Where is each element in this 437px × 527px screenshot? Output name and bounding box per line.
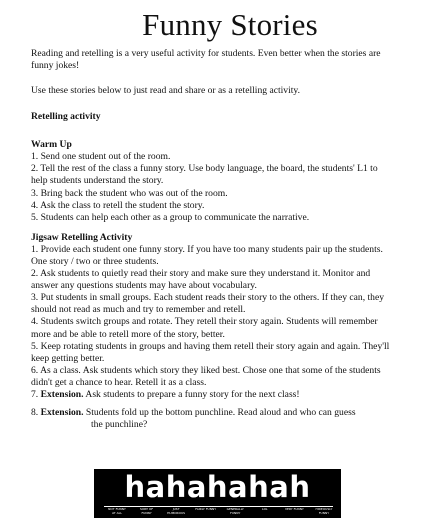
intro-paragraph	[31, 48, 429, 72]
list-item: One story / two or three students.	[31, 255, 159, 267]
list-item: keep getting better.	[31, 352, 105, 364]
list-item: 5. Students can help each other as a group to communicate the narrative.	[31, 211, 310, 223]
list-item: answer any questions students may have about vocabulary.	[31, 280, 257, 292]
list-item: 3. Bring back the student who was out of the room.	[31, 187, 228, 199]
extension-text: Students fold up the bottom punchline. Read aloud and who can guess	[83, 407, 356, 419]
list-item: 5. Keep rotating students in groups and having them retell their story again and again. They'll	[31, 340, 390, 352]
usage-paragraph: Use these stories below to just read and share or as a retelling activity.	[31, 85, 300, 97]
funniness-scale	[106, 508, 335, 515]
list-item: 6. As a class. Ask students which story they liked best. Chose one that some of the students	[31, 364, 381, 376]
warm-up-heading: Warm Up	[31, 139, 72, 151]
list-item: 3. Put students in small groups. Each student reads their story to the others. If they can, they	[31, 292, 385, 304]
scale-label: SORT OF FUNNY	[140, 507, 154, 515]
scale-label: FAIRLY FUNNY	[195, 507, 217, 511]
scale-label: JUST HUMOROUS	[167, 507, 186, 515]
list-item: 1. Send one student out of the room.	[31, 151, 171, 163]
list-item: more and be able to retell more of the story, better.	[31, 328, 225, 340]
warm-up-list	[31, 151, 429, 224]
extension-text: Ask students to prepare a funny story for the next class!	[83, 388, 300, 400]
intro-line: Reading and retelling is a very useful activity for students. Even better when the stories are	[31, 48, 381, 59]
list-item: 4. Ask the class to retell the student the story.	[31, 199, 205, 211]
list-item: should not read as much and try to remember and retell.	[31, 304, 246, 316]
item-number: 8.	[31, 407, 39, 419]
page-title: Funny Stories	[142, 7, 318, 42]
retelling-heading: Retelling activity	[31, 111, 101, 123]
list-item: 1. Provide each student one funny story. If you have too many students pair up the students.	[31, 243, 383, 255]
banner-word: hahahahah	[124, 470, 311, 504]
intro-line: funny jokes!	[31, 60, 80, 72]
jigsaw-heading: Jigsaw Retelling Activity	[31, 231, 133, 243]
extension-label: Extension.	[40, 407, 84, 419]
list-item: 4. Students switch groups and rotate. They retell their story again. Students will remember	[31, 316, 378, 328]
item-number: 7.	[31, 388, 39, 400]
hahahahah-banner-image	[94, 469, 341, 518]
extension-label: Extension.	[40, 388, 84, 400]
extension-item-7	[31, 389, 429, 401]
scale-label: GENERALLY FUNNY	[226, 507, 244, 515]
scale-label: VERY FUNNY	[284, 507, 304, 511]
list-item: 2. Ask students to quietly read their story and make sure they understand it. Monitor and	[31, 268, 371, 280]
list-item: help students understand the story.	[31, 175, 164, 187]
jigsaw-list	[31, 244, 429, 401]
list-item: didn't get a chance to hear. Retell it as a class.	[31, 376, 207, 388]
scale-label: NOT FUNNY AT ALL	[108, 507, 126, 515]
extension-text-continued: the punchline?	[91, 419, 148, 431]
scale-label: LOL	[262, 507, 268, 511]
list-item: 2. Tell the rest of the class a funny story. Use body language, the board, the students' L1 to	[31, 163, 378, 175]
scale-label: HIDEOUSLY FUNNY	[315, 507, 333, 515]
extension-item-8	[31, 407, 429, 431]
